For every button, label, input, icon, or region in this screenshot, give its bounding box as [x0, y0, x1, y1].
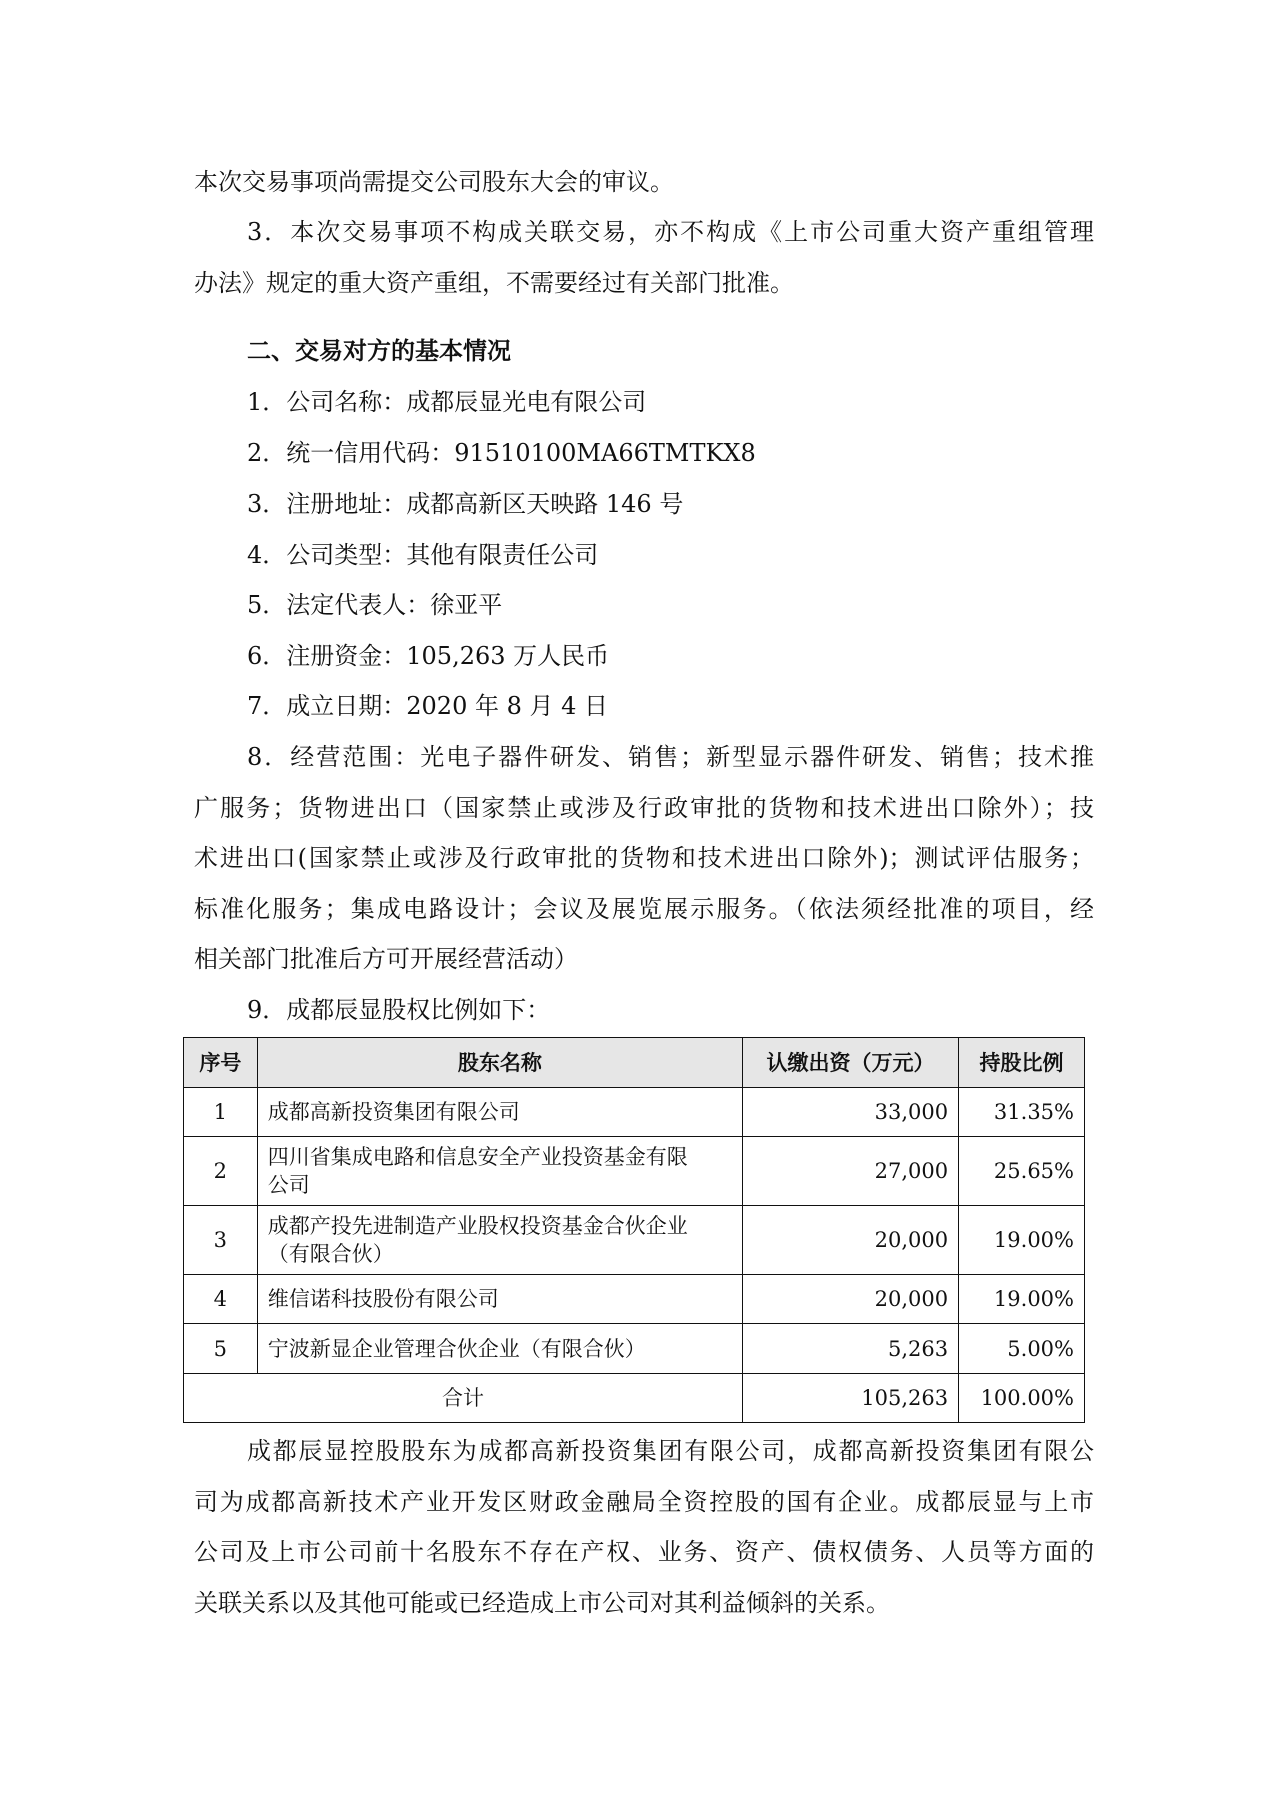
cell-name-text-cont: 公司: [267, 1173, 310, 1197]
cell-ratio: 5.00%: [959, 1324, 1085, 1374]
cell-name: [257, 1275, 742, 1324]
cell-name: [257, 1137, 742, 1206]
table-total-row: [184, 1374, 1085, 1423]
info-item: 1．公司名称：成都辰显光电有限公司: [247, 388, 647, 416]
cell-name: [257, 1206, 742, 1275]
cell-name-text: 四川省集成电路和信息安全产业投资基金有限: [267, 1145, 688, 1169]
closing-line: 公司及上市公司前十名股东不存在产权、业务、资产、债权债务、人员等方面的: [194, 1538, 1094, 1566]
section-heading: 二、交易对方的基本情况: [247, 337, 511, 365]
cell-no: 2: [184, 1137, 258, 1206]
info-item: 6．注册资金：105,263 万人民币: [247, 642, 610, 670]
cell-no: 3: [184, 1206, 258, 1275]
scope-line: 标准化服务；集成电路设计；会议及展览展示服务。（依法须经批准的项目，经: [194, 895, 1094, 923]
cell-name-text: 宁波新显企业管理合伙企业（有限合伙）: [267, 1336, 646, 1361]
total-ratio: 100.00%: [959, 1374, 1085, 1423]
closing-line: 关联关系以及其他可能或已经造成上市公司对其利益倾斜的关系。: [194, 1589, 890, 1617]
scope-line: 术进出口(国家禁止或涉及行政审批的货物和技术进出口除外)；测试评估服务；: [194, 844, 1094, 872]
cell-amount: 20,000: [743, 1275, 959, 1324]
info-item: 3．注册地址：成都高新区天映路 146 号: [247, 490, 684, 518]
paragraph-line: 本次交易事项尚需提交公司股东大会的审议。: [194, 168, 674, 196]
cell-name-text: 成都高新投资集团有限公司: [267, 1100, 520, 1124]
paragraph-line: 办法》规定的重大资产重组，不需要经过有关部门批准。: [194, 269, 794, 297]
scope-line: 相关部门批准后方可开展经营活动）: [194, 945, 578, 973]
closing-line: 成都辰显控股股东为成都高新投资集团有限公司，成都高新投资集团有限公: [247, 1437, 1094, 1465]
info-item: 9．成都辰显股权比例如下：: [247, 996, 551, 1024]
cell-amount: 20,000: [743, 1206, 959, 1275]
cell-name: [257, 1088, 742, 1137]
paragraph-line: 3．本次交易事项不构成关联交易，亦不构成《上市公司重大资产重组管理: [247, 218, 1094, 246]
header-amount: 认缴出资（万元）: [743, 1038, 959, 1088]
cell-name-text: 成都产投先进制造产业股权投资基金合伙企业: [267, 1214, 688, 1238]
header-name: 股东名称: [257, 1038, 742, 1088]
cell-name: [257, 1324, 742, 1374]
info-item: 7．成立日期：2020 年 8 月 4 日: [247, 692, 609, 720]
cell-no: 5: [184, 1324, 258, 1374]
total-amount: 105,263: [743, 1374, 959, 1423]
cell-amount: 27,000: [743, 1137, 959, 1206]
table-row: [184, 1275, 1085, 1324]
cell-ratio: 31.35%: [959, 1088, 1085, 1137]
cell-ratio: 25.65%: [959, 1137, 1085, 1206]
info-item: 2．统一信用代码：91510100MA66TMTKX8: [247, 439, 756, 467]
table-row: [184, 1137, 1085, 1206]
closing-line: 司为成都高新技术产业开发区财政金融局全资控股的国有企业。成都辰显与上市: [194, 1488, 1094, 1516]
cell-amount: 5,263: [743, 1324, 959, 1374]
cell-ratio: 19.00%: [959, 1275, 1085, 1324]
shareholder-table: [183, 1037, 1085, 1423]
table-row: [184, 1206, 1085, 1275]
header-no: 序号: [184, 1038, 258, 1088]
scope-line: 8．经营范围：光电子器件研发、销售；新型显示器件研发、销售；技术推: [247, 743, 1094, 771]
table-header-row: [184, 1038, 1085, 1088]
cell-name-text: 维信诺科技股份有限公司: [267, 1287, 499, 1311]
total-label: 合计: [184, 1374, 743, 1423]
table-row: [184, 1324, 1085, 1374]
cell-no: 1: [184, 1088, 258, 1137]
table-row: [184, 1088, 1085, 1137]
cell-ratio: 19.00%: [959, 1206, 1085, 1275]
info-item: 4．公司类型：其他有限责任公司: [247, 541, 599, 569]
cell-name-text-cont: （有限合伙）: [267, 1242, 394, 1266]
scope-line: 广服务；货物进出口（国家禁止或涉及行政审批的货物和技术进出口除外）；技: [194, 794, 1094, 822]
info-item: 5．法定代表人：徐亚平: [247, 591, 503, 619]
cell-no: 4: [184, 1275, 258, 1324]
cell-amount: 33,000: [743, 1088, 959, 1137]
header-ratio: 持股比例: [959, 1038, 1085, 1088]
